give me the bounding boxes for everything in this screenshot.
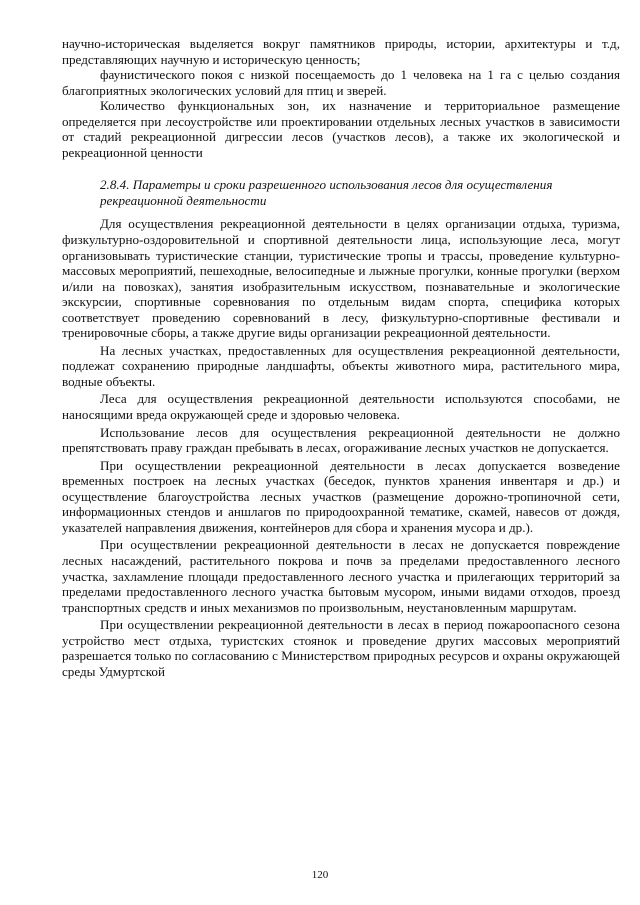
paragraph-scientific-historical-zone: научно-историческая выделяется вокруг памятников природы, истории, архитектуры и т.д, представляющих научную и историческую ценность;: [62, 36, 620, 67]
document-page: [62, 36, 620, 679]
paragraph-faunistic-zone: фаунистического покоя с низкой посещаемость до 1 человека на 1 га с целью создания благоприятных экологических условий для птиц и зверей.: [62, 67, 620, 98]
section-heading: 2.8.4. Параметры и сроки разрешенного использования лесов для осуществления рекреационной деятельности: [100, 177, 553, 208]
paragraph-functional-zones: Количество функциональных зон, их назначение и территориальное размещение определяется при лесоустройстве или проектировании отдельных лесных участков в зависимости от стадий рекреационной дигрессии лесов (участков лесов), а также их экологической и рекреационной ценности: [62, 98, 620, 160]
paragraph-temporary-buildings: При осуществлении рекреационной деятельности в лесах допускается возведение временных построек на лесных участках (беседок, пунктов хранения инвентаря и др.) и осуществление благоустройства лесных участков (размещение дорожно-тропиночной сети, информационных стендов и аншлагов по природоохранной тематике, скамей, навесов от дождя, указателей направления движения, контейнеров для сбора и хранения мусора и др.).: [62, 457, 620, 535]
paragraph-recreation-organization: Для осуществления рекреационной деятельности в целях организации отдыха, туризма, физкультурно-оздоровительной и спортивной деятельности лица, использующие леса, могут организовывать туристические станции, туристические тропы и трассы, проведение культурно-массовых мероприятий, пешеходные, велосипедные и лыжные прогулки, конные прогулки (верхом и/или на повозках), занятия изобразительным искусством, познавательные и экологические экскурсии, спортивные соревнования по отдельным видам спорта, специфика которых соответствует проведению соревнований в лесу, физкультурно-спортивные фестивали и тренировочные сборы, а также другие виды организации рекреационной деятельности.: [62, 216, 620, 341]
page-number: 120: [311, 869, 329, 881]
paragraph-landscape-preservation: На лесных участках, предоставленных для осуществления рекреационной деятельности, подлежат сохранению природные ландшафты, объекты животного мира, растительного мира, водные объекты.: [62, 342, 620, 389]
paragraph-harmless-methods: Леса для осуществления рекреационной деятельности используются способами, не наносящими вреда окружающей среде и здоровью человека.: [62, 391, 620, 423]
paragraph-damage-prohibited: При осуществлении рекреационной деятельности в лесах не допускается повреждение лесных насаждений, растительного покрова и почв за пределами предоставленного лесного участка, захламление площади предоставленного лесного участка и прилегающих территорий за пределами предоставленного лесного участка бытовым мусором, иными видами отходов, проезд транспортных средств и иных механизмов по произвольным, неустановленным маршрутам.: [62, 537, 620, 615]
paragraph-fencing-prohibited: Использование лесов для осуществления рекреационной деятельности не должно препятствовать праву граждан пребывать в лесах, огораживание лесных участков не допускается.: [62, 424, 620, 456]
paragraph-fire-season: При осуществлении рекреационной деятельности в лесах в период пожароопасного сезона устройство мест отдыха, туристских стоянок и проведение других массовых мероприятий разрешается только по согласованию с Министерством природных ресурсов и охраны окружающей среды Удмуртской: [62, 617, 620, 679]
